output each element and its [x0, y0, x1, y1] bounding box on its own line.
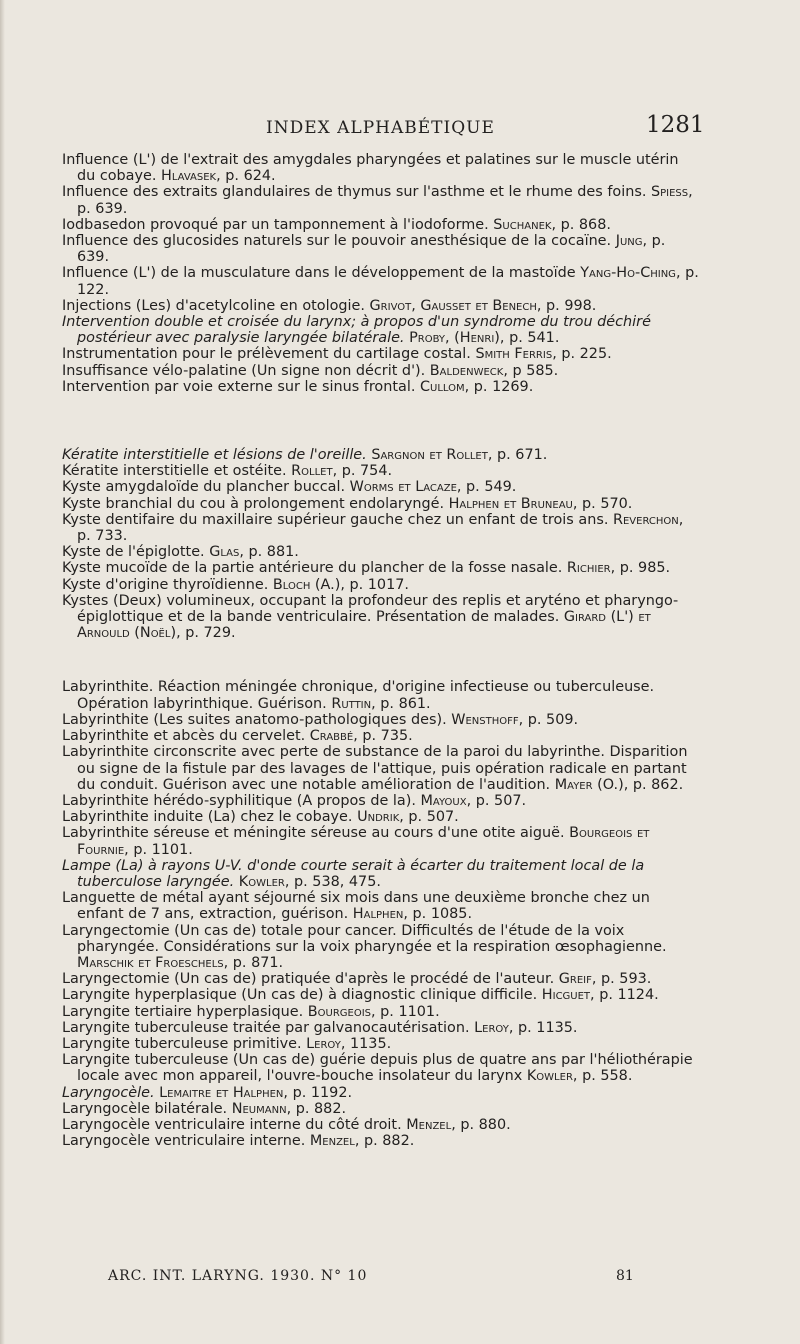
entry-page: p. 754. — [341, 463, 393, 480]
entry-authors: Leroy — [474, 1019, 509, 1036]
entry-title: Laryngite tuberculeuse primitive. — [62, 1035, 302, 1052]
entry-page: p. 507. — [408, 809, 459, 826]
entry-authors: Jung — [615, 233, 643, 250]
entry-page: p. 735. — [362, 728, 413, 745]
index-entry: Kyste dentifaire du maxillaire supérieur gauche chez un enfant de trois ans. Reverchon, p. 733. — [62, 511, 684, 545]
index-entry: Iodbasedon provoqué par un tamponnement à l'iodoforme. Suchanek, p. 868. — [62, 216, 611, 233]
entry-title: Laryngectomie (Un cas de) pratiquée d'après le procédé de l'auteur. — [62, 971, 555, 988]
entry-authors: Reverchon — [612, 511, 679, 528]
entry-title: Injections (Les) d'acetylcoline en otologie. — [62, 297, 365, 314]
entry-authors: Menzel — [406, 1116, 452, 1133]
entry-title: Labyrinthite séreuse et méningite séreuse au cours d'une otite aiguë. — [62, 825, 565, 842]
index-entry: Languette de métal ayant séjourné six mois dans une deuxième bronche chez un enfant de 7 ans, extraction, guérison. Halphen, p. 1085. — [62, 890, 650, 923]
entry-title: Intervention double et croisée du larynx; à propos d'un syndrome du trou déchiré postérieur avec paralysie laryngée bilatérale. — [62, 314, 651, 347]
entry-authors: Halphen — [352, 906, 404, 923]
journal-reference: ARC. INT. LARYNG. 1930. N° 10 — [108, 1268, 368, 1284]
entry-title: Lampe (La) à rayons U-V. d'onde courte serait à écarter du traitement local de la tuberculose laryngée. — [62, 857, 645, 890]
sheet-number: 81 — [616, 1268, 634, 1284]
entry-page: p. 871. — [232, 954, 284, 971]
index-entry: Kystes (Deux) volumineux, occupant la profondeur des replis et aryténo et pharyngo-épiglottique et de la bande ventriculaire. Présentation de malades. Girard (L') et Arnould (Noël), p. 729. — [62, 592, 679, 642]
entry-authors: Bourgeois et Fournie — [77, 825, 650, 858]
entry-title: Kyste mucoïde de la partie antérieure du plancher de la fosse nasale. — [62, 560, 563, 577]
entry-authors: Ruttin — [331, 695, 372, 712]
entry-title: Iodbasedon provoqué par un tamponnement à l'iodoforme. — [62, 216, 489, 233]
entry-authors: Grivot, Gausset et Benech — [369, 297, 537, 314]
index-entry: Instrumentation pour le prélèvement du cartilage costal. Smith Ferris, p. 225. — [62, 346, 612, 363]
index-entry: Influence des extraits glandulaires de thymus sur l'asthme et le rhume des foins. Spiess, p. 639. — [62, 184, 693, 217]
index-entry: Laryngocèle ventriculaire interne du côté droit. Menzel, p. 880. — [62, 1116, 511, 1133]
entry-title: Kyste de l'épiglotte. — [62, 544, 205, 561]
index-entry: Laryngocèle. Lemaitre et Halphen, p. 1192. — [62, 1084, 353, 1101]
index-entry: Labyrinthite hérédo-syphilitique (A propos de la). Mayoux, p. 507. — [62, 792, 527, 809]
index-entry: Kyste de l'épiglotte. Glas, p. 881. — [62, 544, 299, 561]
entry-authors: Neumann — [231, 1100, 287, 1117]
entry-authors: Marschik et Froeschels — [77, 954, 224, 971]
entry-page: p. 1017. — [349, 576, 409, 593]
index-entry: Kyste mucoïde de la partie antérieure du plancher de la fosse nasale. Richier, p. 985. — [62, 560, 671, 577]
index-entry: Kyste d'origine thyroïdienne. Bloch (A.), p. 1017. — [62, 576, 409, 593]
entry-authors: Greif — [558, 971, 592, 988]
entry-page: p. 729. — [185, 625, 236, 642]
entry-authors: Richier — [566, 560, 611, 577]
index-entry: Influence des glucosides naturels sur le pouvoir anesthésique de la cocaïne. Jung, p. 639. — [62, 233, 666, 266]
entry-page: p. 507. — [475, 792, 527, 809]
entry-authors: Wensthoff — [451, 711, 519, 728]
entry-page: p. 861. — [380, 695, 431, 712]
entry-authors: Lemaitre et Halphen — [159, 1084, 284, 1101]
entry-title: Laryngite tuberculeuse traitée par galvanocautérisation. — [62, 1019, 470, 1036]
entry-page: p. 882. — [295, 1100, 347, 1117]
entry-title: Labyrinthite. Réaction méningée chronique, d'origine infectieuse ou tuberculeuse. Opération labyrinthique. Guérison. — [62, 679, 655, 712]
entry-title: Laryngectomie (Un cas de) totale pour cancer. Difficultés de l'étude de la voix pharyngée. Considérations sur la voix pharyngée et la respiration œsophagienne. — [62, 922, 667, 955]
entry-authors: Worms et Lacaze — [349, 479, 457, 496]
entry-title: Laryngocèle. — [62, 1084, 155, 1101]
index-entry: Labyrinthite circonscrite avec perte de substance de la paroi du labyrinthe. Disparition ou signe de la fistule par des lavages de l'attique, puis opération radicale en partant du conduit. Guérison avec une notable amélioration de l'audition. Mayer (O.), p. 862. — [62, 744, 688, 793]
entry-authors: Girard (L') et Arnould (Noël) — [77, 609, 651, 642]
index-section-l — [62, 679, 700, 1149]
entry-page: p. 1135. — [518, 1019, 578, 1036]
entry-page: p. 122. — [77, 265, 699, 298]
page-footer — [0, 1268, 800, 1292]
entry-authors: Mayoux — [420, 792, 467, 809]
header-title: INDEX ALPHABÉTIQUE — [266, 118, 495, 138]
entry-title: Kératite interstitielle et lésions de l'oreille. — [62, 447, 367, 464]
entry-title: Influence des extraits glandulaires de thymus sur l'asthme et le rhume des foins. — [62, 184, 647, 201]
entry-page: p. 985. — [619, 560, 671, 577]
index-section-i — [62, 152, 700, 395]
entry-authors: Suchanek — [493, 216, 552, 233]
running-header — [0, 112, 800, 142]
entry-page: p. 1192. — [292, 1084, 353, 1101]
page-edge — [0, 0, 5, 1344]
entry-authors: Glas — [209, 544, 240, 561]
entry-title: Kyste branchial du cou à prolongement endolaryngé. — [62, 495, 445, 512]
entry-page: p. 882. — [363, 1133, 415, 1150]
entry-title: Kystes (Deux) volumineux, occupant la profondeur des replis et aryténo et pharyngo-épiglottique et de la bande ventriculaire. Présentation de malades. — [62, 592, 679, 626]
entry-title: Kyste d'origine thyroïdienne. — [62, 576, 269, 593]
entry-title: Labyrinthite (Les suites anatomo-pathologiques des). — [62, 711, 447, 728]
index-entry: Kératite interstitielle et lésions de l'oreille. Sargnon et Rollet, p. 671. — [62, 447, 548, 464]
entry-authors: Bloch (A.) — [272, 576, 341, 593]
entry-authors: Crabbé — [309, 728, 354, 745]
entry-title: Laryngite hyperplasique (Un cas de) à diagnostic clinique difficile. — [62, 987, 538, 1004]
index-entry: Laryngocèle ventriculaire interne. Menzel, p. 882. — [62, 1133, 415, 1150]
entry-authors: Menzel — [309, 1133, 355, 1150]
entry-title: Influence des glucosides naturels sur le pouvoir anesthésique de la cocaïne. — [62, 233, 612, 250]
index-entry: Influence (L') de la musculature dans le développement de la mastoïde Yang-Ho-Ching, p. 122. — [62, 265, 699, 298]
index-section-k — [62, 447, 700, 641]
entry-page: p. 624. — [225, 168, 276, 185]
entry-title: Kyste dentifaire du maxillaire supérieur gauche chez un enfant de trois ans. — [62, 511, 609, 528]
entry-authors: Bourgeois — [307, 1003, 371, 1020]
entry-page: p. 1124. — [599, 987, 659, 1004]
entry-authors: Spiess — [651, 184, 689, 201]
entry-page: p. 570. — [582, 495, 633, 512]
entry-title: Influence (L') de la musculature dans le développement de la mastoïde — [62, 265, 576, 282]
entry-authors: Hlavasek — [161, 168, 217, 185]
index-entry: Labyrinthite (Les suites anatomo-pathologiques des). Wensthoff, p. 509. — [62, 711, 579, 728]
index-entry: Labyrinthite. Réaction méningée chronique, d'origine infectieuse ou tuberculeuse. Opération labyrinthique. Guérison. Ruttin, p. 861. — [62, 679, 655, 712]
entry-authors: Mayer (O.) — [554, 776, 624, 793]
index-entry: Laryngite hyperplasique (Un cas de) à diagnostic clinique difficile. Hicguet, p. 1124. — [62, 987, 659, 1004]
section-gap — [62, 641, 700, 679]
entry-page: p 585. — [512, 362, 559, 379]
entry-authors: Sargnon et Rollet — [371, 447, 488, 464]
index-entry: Injections (Les) d'acetylcoline en otologie. Grivot, Gausset et Benech, p. 998. — [62, 297, 597, 314]
entry-page: p. 639. — [77, 233, 666, 266]
page-number: 1281 — [646, 112, 705, 138]
index-entry: Intervention par voie externe sur le sinus frontal. Cullom, p. 1269. — [62, 378, 534, 395]
entry-page: p. 1085. — [412, 906, 473, 923]
entry-page: p. 509. — [527, 711, 579, 728]
entry-title: Languette de métal ayant séjourné six mois dans une deuxième bronche chez un enfant de 7 ans, extraction, guérison. — [62, 890, 650, 923]
entry-title: Instrumentation pour le prélèvement du cartilage costal. — [62, 346, 471, 363]
entry-authors: Cullom — [419, 378, 465, 395]
entry-authors: Hicguet — [541, 987, 591, 1004]
entry-page: p. 225. — [561, 346, 612, 363]
index-entry: Lampe (La) à rayons U-V. d'onde courte serait à écarter du traitement local de la tuberculose laryngée. Kowler, p. 538, 475. — [62, 857, 645, 890]
index-entry: Laryngite tuberculeuse traitée par galvanocautérisation. Leroy, p. 1135. — [62, 1019, 578, 1036]
entry-authors: Kowler — [238, 873, 285, 890]
entry-title: Insuffisance vélo-palatine (Un signe non décrit d'). — [62, 362, 426, 379]
entry-title: Laryngocèle bilatérale. — [62, 1100, 228, 1117]
entry-authors: Leroy — [306, 1035, 341, 1052]
index-entry: Labyrinthite et abcès du cervelet. Crabbé, p. 735. — [62, 728, 413, 745]
index-entry: Laryngectomie (Un cas de) pratiquée d'après le procédé de l'auteur. Greif, p. 593. — [62, 971, 652, 988]
entry-authors: Proby, (Henri) — [409, 330, 500, 347]
entry-page: p. 880. — [460, 1116, 511, 1133]
entry-title: Laryngocèle ventriculaire interne du côté droit. — [62, 1116, 402, 1133]
index-entry: Laryngite tuberculeuse primitive. Leroy, 1135. — [62, 1035, 392, 1052]
index-entry: Insuffisance vélo-palatine (Un signe non décrit d'). Baldenweck, p 585. — [62, 362, 559, 379]
entry-title: Influence (L') de l'extrait des amygdales pharyngées et palatines sur le muscle utérin du cobaye. — [62, 152, 679, 185]
entry-page: p. 868. — [560, 216, 611, 233]
entry-authors: Rollet — [291, 463, 333, 480]
entry-page: p. 1269. — [473, 378, 534, 395]
entry-page: p. 1101. — [133, 841, 193, 858]
entry-title: Labyrinthite circonscrite avec perte de substance de la paroi du labyrinthe. Disparition ou signe de la fistule par des lavages de l'attique, puis opération radicale en partant du conduit. Guérison avec une notable amélioration de l'audition. — [62, 744, 688, 793]
entry-title: Intervention par voie externe sur le sinus frontal. — [62, 378, 416, 395]
entry-page: 1135. — [349, 1035, 392, 1052]
entry-page: p. 558. — [582, 1068, 633, 1085]
entry-authors: Undrik — [357, 809, 400, 826]
index-entry: Laryngectomie (Un cas de) totale pour cancer. Difficultés de l'étude de la voix pharyngée. Considérations sur la voix pharyngée et la respiration œsophagienne. Marschik et Froeschels, p. 871. — [62, 922, 667, 971]
entry-title: Laryngocèle ventriculaire interne. — [62, 1133, 306, 1150]
entry-page: p. 538, 475. — [294, 873, 381, 890]
entry-page: p. 862. — [632, 776, 684, 793]
entry-authors: Yang-Ho-Ching — [580, 265, 676, 282]
entry-title: Laryngite tuberculeuse (Un cas de) guérie depuis plus de quatre ans par l'héliothérapie locale avec mon appareil, l'ouvre-bouche insolateur du larynx — [62, 1052, 693, 1085]
entry-title: Laryngite tertiaire hyperplasique. — [62, 1003, 304, 1020]
entry-page: p. 549. — [466, 479, 517, 496]
index-entry: Labyrinthite séreuse et méningite séreuse au cours d'une otite aiguë. Bourgeois et Fournie, p. 1101. — [62, 825, 650, 858]
entry-page: p. 998. — [546, 297, 597, 314]
entry-authors: Baldenweck — [429, 362, 504, 379]
index-body — [62, 152, 700, 1149]
entry-page: p. 733. — [77, 528, 128, 545]
entry-title: Labyrinthite hérédo-syphilitique (A propos de la). — [62, 792, 416, 809]
index-entry: Kyste amygdaloïde du plancher buccal. Worms et Lacaze, p. 549. — [62, 479, 517, 496]
index-entry: Laryngite tuberculeuse (Un cas de) guérie depuis plus de quatre ans par l'héliothérapie locale avec mon appareil, l'ouvre-bouche insolateur du larynx Kowler, p. 558. — [62, 1052, 693, 1085]
section-gap — [62, 395, 700, 447]
entry-page: p. 1101. — [380, 1003, 440, 1020]
entry-title: Kératite interstitielle et ostéite. — [62, 463, 287, 480]
index-entry: Intervention double et croisée du larynx; à propos d'un syndrome du trou déchiré postérieur avec paralysie laryngée bilatérale. Proby, (Henri), p. 541. — [62, 314, 651, 347]
entry-authors: Halphen et Bruneau — [448, 495, 573, 512]
index-entry: Kératite interstitielle et ostéite. Rollet, p. 754. — [62, 463, 393, 480]
entry-page: p. 881. — [248, 544, 299, 561]
entry-title: Labyrinthite et abcès du cervelet. — [62, 728, 306, 745]
index-entry: Labyrinthite induite (La) chez le cobaye. Undrik, p. 507. — [62, 809, 459, 826]
entry-page: p. 593. — [601, 971, 652, 988]
entry-title: Labyrinthite induite (La) chez le cobaye. — [62, 809, 353, 826]
entry-page: p. 541. — [509, 330, 560, 347]
index-entry: Laryngocèle bilatérale. Neumann, p. 882. — [62, 1100, 347, 1117]
entry-title: Kyste amygdaloïde du plancher buccal. — [62, 479, 346, 496]
index-entry: Kyste branchial du cou à prolongement endolaryngé. Halphen et Bruneau, p. 570. — [62, 495, 633, 512]
entry-authors: Smith Ferris — [475, 346, 553, 363]
index-entry: Influence (L') de l'extrait des amygdales pharyngées et palatines sur le muscle utérin du cobaye. Hlavasek, p. 624. — [62, 152, 679, 185]
index-entry: Laryngite tertiaire hyperplasique. Bourgeois, p. 1101. — [62, 1003, 440, 1020]
entry-page: p. 639. — [77, 200, 128, 217]
entry-authors: Kowler — [526, 1068, 573, 1085]
entry-page: p. 671. — [497, 447, 548, 464]
